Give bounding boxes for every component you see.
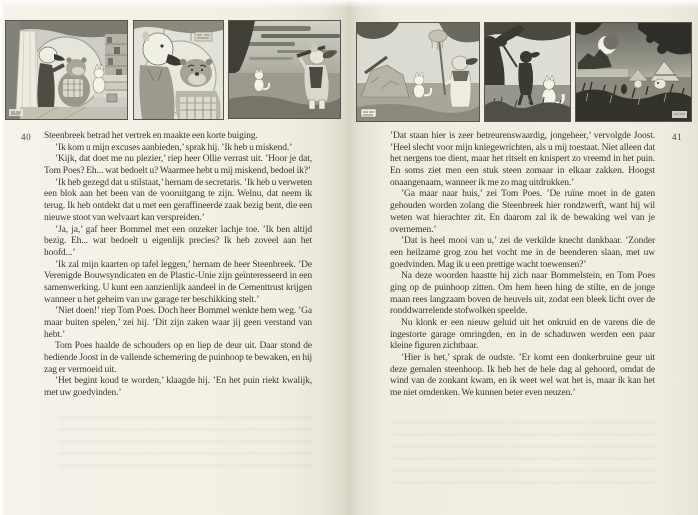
paragraph: ’Ga maar naar huis,’ zei Tom Poes. ’De ruïne moet in de gaten gehouden worden zolang die Steenbreek hier rondzwerft, want hij wil weten wat hierachter zit. En daarom zal ik de bewaking wel van je overnemen.’ (390, 189, 655, 235)
paragraph: ’Niet doen!’ riep Tom Poes. Doch heer Bommel wenkte hem weg. ’Ga maar buiten spelen,’ zei hij. ’Dit zijn zaken waar jij geen verstand van hebt.’ (44, 306, 312, 340)
comic-panel-rubble (356, 22, 480, 122)
comic-panel-closeup (133, 20, 224, 120)
paragraph: ’Kijk, dat doet me nu plezier,’ riep heer Ollie verrast uit. ’Hoor je dat, Tom Poes? Eh... wat bedoelt u? Waarmee hebt u mij miskend, bedoel ik?’ (44, 154, 312, 177)
paragraph: Nu klonk er een nieuw geluid uit het onkruid en de varens die de ingestorte garage omringden, en in de schaduwen werden een paar kleine figuren zichtbaar. (390, 318, 655, 352)
comic-strip-left (5, 20, 341, 120)
page-number: 41 (672, 132, 683, 142)
paragraph: Tom Poes haalde de schouders op en liep de deur uit. Daar stond de bediende Joost in de vallende schemering de puinhoop te bewaken, en hij zag er vermoeid uit. (44, 341, 312, 375)
comic-panel-interior (5, 20, 128, 120)
comic-panel-night (575, 22, 692, 122)
comic-panel-silhouette (484, 22, 571, 122)
bleed-through-text (58, 416, 314, 474)
body-text-right (390, 131, 655, 400)
page-right (349, 0, 698, 515)
paragraph: Na deze woorden haastte hij zich naar Bommelstein, en Tom Poes ging op de puinhoop zitten. Om hem heen hing de stilte, en de jonge maan rees langzaam boven de heuvels uit, zodat een bleek licht over de ronddwarrelende stofwolken speelde. (390, 271, 655, 317)
paragraph: ’Hier is het,’ sprak de oudste. ’Er komt een donkerbruine geur uit deze gemalen steenhoop. Ik heb het de hele dag al gehoord, omdat de wind van de zonkant kwam, en ik weet wel wat het is, maar ik kan het me niet omdenken. We kunnen beter even neuzen.’ (390, 353, 655, 399)
paragraph: ’Ik zal mijn kaarten op tafel leggen,’ hernam de heer Steenbreek. ’De Verenigde Bouwsyndicaten en de Plastic-Unie zijn geïnteresseerd in een samenwerking. U kunt een aanzienlijk aandeel in de Cementtrust krijgen wanneer u het geheim van uw garage ter beschikking stelt.’ (44, 259, 312, 305)
paragraph: ’Dat staan hier is zeer betreurenswaardig, jongeheer,’ vervolgde Joost. ’Heel slecht voor mijn kniegewrichten, als u mij toestaat. Niet alleen dat het nergens toe dient, maar het ritselt en knispert zo vreemd in het puin. En soms ziet men een stuk steen zomaar in elkaar zakken. Hoogst onaangenaam, wanneer ik me zo mag uitdrukken.’ (390, 131, 655, 188)
paragraph: ’Dat is heel mooi van u,’ zei de verkilde knecht dankbaar. ’Zonder een heilzame grog zou het vocht me in de beenderen slaan, met uw goedvinden. Mag ik u een prettige wacht toewensen?’ (390, 236, 655, 270)
body-text-left (44, 131, 312, 400)
page-number: 40 (21, 132, 32, 142)
paragraph: ’Ik heb gezegd dat u stilstaat,’ hernam de secretaris. ’Ik heb u verweten een blok aan het been van de vooruitgang te zijn. Welnu, dat neem ik terug. Ik heb ontdekt dat u met een geraffineerde zaak bezig bent, die een nieuwe stoot van welvaart kan verspreiden.’ (44, 177, 312, 223)
bleed-through-text (393, 421, 655, 489)
comic-strip-right (356, 22, 692, 122)
paragraph: ’Ja, ja,’ gaf heer Bommel met een onzeker lachje toe. ’Ik ben altijd bezig. Eh... wat bedoelt u eigenlijk precies? Ik heb zoveel aan het hoofd...’ (44, 224, 312, 258)
comic-panel-dusk (228, 20, 341, 119)
paragraph: ’Het begint koud te worden,’ klaagde hij. ’En het puin riekt kwalijk, met uw goedvinden.’ (44, 376, 312, 399)
paragraph: Steenbreek betrad het vertrek en maakte een korte buiging. (44, 131, 258, 141)
paragraph: ’Ik kom u mijn excuses aanbieden,’ sprak hij. ’Ik heb u miskend.’ (55, 142, 293, 153)
